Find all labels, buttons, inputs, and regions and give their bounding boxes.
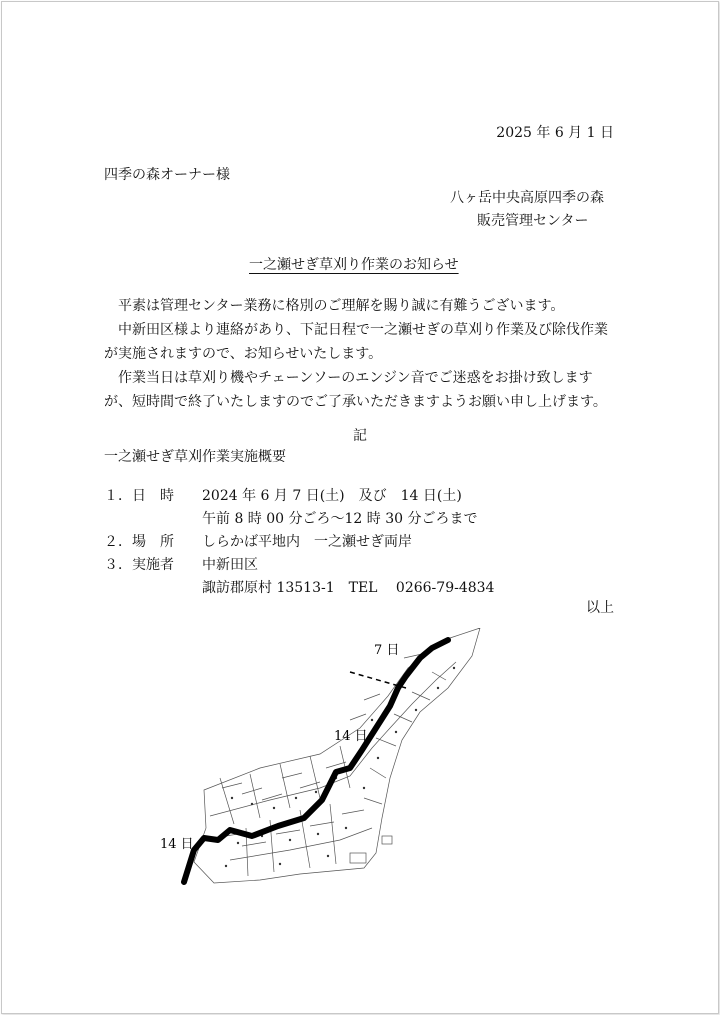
item-value: 中新田区 bbox=[202, 557, 258, 573]
item-value: 午前 8 時 00 分ごろ～12 時 30 分ごろまで bbox=[202, 511, 478, 527]
paragraph: 中新田区様より連絡があり、下記日程で一之瀬せぎの草刈り作業及び除伐作業が実施されますので、お知らせいたします。 bbox=[104, 322, 608, 362]
summary-title: 一之瀬せぎ草刈作業実施概要 bbox=[104, 449, 286, 465]
ki-heading: 記 bbox=[353, 428, 367, 444]
item-label: １．日 時 bbox=[104, 488, 174, 504]
map-dashed-marker bbox=[350, 672, 406, 688]
paragraph: 作業当日は草刈り機やチェーンソーのエンジン音でご迷惑をお掛け致しますが、短時間で終了いたしますのでご了承いただきますようお願い申し上げます。 bbox=[104, 370, 607, 410]
map-label-7: 7 日 bbox=[374, 643, 400, 658]
item-row bbox=[104, 531, 494, 554]
sender-organization: 八ヶ岳中央高原四季の森 bbox=[450, 190, 604, 206]
item-row bbox=[104, 577, 494, 600]
item-value: 2024 年 6 月 7 日(土) 及び 14 日(土) bbox=[202, 488, 462, 504]
paragraph: 平素は管理センター業務に格別のご理解を賜り誠に有難うございます。 bbox=[104, 298, 565, 314]
map-road bbox=[210, 662, 456, 816]
item-label: ２．場 所 bbox=[104, 534, 174, 550]
map-road bbox=[364, 672, 446, 804]
closing-ijo: 以上 bbox=[586, 600, 614, 616]
item-value: 諏訪郡原村 13513-1 TEL 0266-79-4834 bbox=[202, 580, 495, 596]
item-label bbox=[104, 577, 202, 600]
summary-items bbox=[104, 485, 494, 600]
sender-department: 販売管理センター bbox=[477, 213, 589, 229]
item-row bbox=[104, 508, 494, 531]
map-building bbox=[382, 836, 392, 844]
recipient: 四季の森オーナー様 bbox=[104, 167, 230, 183]
map-lot-dots bbox=[225, 667, 455, 867]
body-text bbox=[104, 294, 616, 414]
item-row bbox=[104, 554, 494, 577]
item-row bbox=[104, 485, 494, 508]
map-building bbox=[350, 853, 366, 863]
site-map bbox=[150, 628, 500, 898]
map-boundary bbox=[194, 628, 480, 883]
document-date: 2025 年 6 月 1 日 bbox=[496, 125, 614, 141]
item-label bbox=[104, 508, 202, 531]
item-value: しらかば平地内 一之瀬せぎ両岸 bbox=[202, 534, 412, 550]
map-label-14-mid: 14 日 bbox=[334, 729, 368, 744]
item-label: ３．実施者 bbox=[104, 557, 174, 573]
document-title: 一之瀬せぎ草刈り作業のお知らせ bbox=[249, 257, 459, 273]
map-label-14-low: 14 日 bbox=[160, 837, 194, 852]
map-stream-line bbox=[184, 640, 448, 882]
map-parcels bbox=[194, 628, 480, 883]
